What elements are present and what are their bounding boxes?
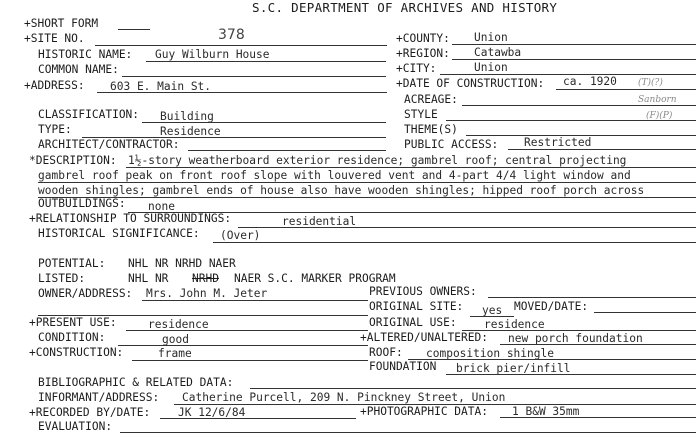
- photographic-label: +PHOTOGRAPHIC DATA:: [360, 405, 488, 418]
- potential-label: POTENTIAL:: [38, 257, 106, 270]
- original-site-label: ORIGINAL SITE:: [369, 300, 464, 313]
- original-use-label: ORIGINAL USE:: [369, 316, 457, 329]
- architect-label: ARCHITECT/CONTRACTOR:: [38, 138, 180, 151]
- short-form-label: +SHORT FORM: [24, 17, 99, 30]
- previous-owners-line: [488, 297, 696, 298]
- description-line-1: 1½-story weatherboard exterior residence; gambrel roof; central projecting: [128, 154, 627, 167]
- public-access-line: [508, 149, 696, 150]
- condition-label: CONDITION:: [38, 331, 106, 344]
- recorded-by-value: JK 12/6/84: [178, 406, 246, 419]
- significance-label: HISTORICAL SIGNIFICANCE:: [38, 227, 200, 240]
- description-line-2: gambrel roof peak on front roof slope with louvered vent and 4-part 4/4 light window and: [38, 169, 631, 182]
- type-value: Residence: [160, 125, 221, 138]
- public-access-label: PUBLIC ACCESS:: [404, 138, 499, 151]
- foundation-line: [446, 374, 696, 375]
- construction-value: frame: [158, 347, 192, 360]
- present-use-value: residence: [148, 318, 209, 331]
- region-value: Catawba: [474, 46, 522, 59]
- site-no-label: +SITE NO.: [24, 32, 85, 45]
- foundation-value: brick pier/infill: [456, 362, 571, 375]
- owner-address-value: Mrs. John M. Jeter: [146, 287, 268, 300]
- original-use-line: [462, 330, 696, 331]
- altered-label: +ALTERED/UNALTERED:: [360, 331, 488, 344]
- public-access-value: Restricted: [524, 136, 592, 149]
- date-construction-value: ca. 1920: [563, 75, 617, 88]
- description-rule-2: [38, 182, 696, 183]
- region-line: [452, 59, 696, 60]
- description-label: *DESCRIPTION:: [29, 154, 117, 167]
- bibliographic-label: BIBLIOGRAPHIC & RELATED DATA:: [38, 376, 234, 389]
- date-construction-line: [556, 89, 696, 90]
- significance-value: (Over): [220, 229, 261, 242]
- moved-date-label: MOVED/DATE:: [514, 300, 589, 313]
- owner-address-line: [142, 300, 368, 301]
- acreage-line: [462, 105, 696, 106]
- condition-value: good: [162, 333, 189, 346]
- potential-options: NHL NR NRHD NAER: [128, 257, 236, 270]
- photographic-value: 1 B&W 35mm: [512, 405, 580, 418]
- condition-line: [118, 345, 368, 346]
- altered-line: [500, 344, 696, 345]
- short-form-line: [118, 29, 150, 30]
- relationship-value: residential: [282, 215, 357, 228]
- recorded-by-line: [160, 418, 356, 419]
- significance-line: [213, 242, 696, 243]
- listed-label: LISTED:: [38, 272, 86, 285]
- relationship-line: [238, 227, 696, 228]
- county-label: +COUNTY:: [396, 32, 450, 45]
- informant-value: Catherine Purcell, 209 N. Pinckney Street, Union: [182, 391, 506, 404]
- style-line: [446, 120, 696, 121]
- historic-name-line: [146, 61, 386, 62]
- evaluation-line: [120, 432, 696, 433]
- bibliographic-line: [250, 388, 696, 389]
- original-site-value: yes: [482, 304, 503, 317]
- classification-label: CLASSIFICATION:: [38, 108, 140, 121]
- original-use-value: residence: [484, 318, 545, 331]
- description-line-3: wooden shingles; gambrel ends of house also have wooden shingles; hipped roof porch across: [38, 184, 645, 197]
- present-use-label: +PRESENT USE:: [29, 316, 117, 329]
- altered-value: new porch foundation: [508, 332, 643, 345]
- listed-nrhd-struck: NRHD: [192, 272, 219, 285]
- foundation-label: FOUNDATION: [369, 360, 437, 373]
- photographic-line: [500, 417, 696, 418]
- description-rule-3: [38, 197, 696, 198]
- historic-name-label: HISTORIC NAME:: [38, 48, 133, 61]
- original-site-line: [470, 316, 514, 317]
- architect-line: [188, 150, 386, 151]
- informant-label: INFORMANT/ADDRESS:: [38, 391, 160, 404]
- outbuildings-label: OUTBUILDINGS:: [38, 197, 126, 210]
- relationship-label: +RELATIONSHIP TO SURROUNDINGS:: [29, 212, 232, 225]
- common-name-line: [122, 76, 386, 77]
- city-label: +CITY:: [396, 62, 437, 75]
- outbuildings-value: none: [148, 200, 175, 213]
- listed-options-b: NAER S.C. MARKER PROGRAM: [234, 272, 396, 285]
- previous-owners-label: PREVIOUS OWNERS:: [369, 285, 477, 298]
- county-line: [452, 44, 696, 45]
- common-name-label: COMMON NAME:: [38, 63, 119, 76]
- city-value: Union: [474, 61, 508, 74]
- site-no-value: 378: [218, 27, 245, 43]
- acreage-label: ACREAGE:: [404, 93, 458, 106]
- moved-date-line: [594, 312, 696, 313]
- theme-label: THEME(S): [404, 123, 458, 136]
- county-value: Union: [474, 31, 508, 44]
- description-rule-1: [126, 167, 696, 168]
- construction-line: [132, 360, 368, 361]
- construction-label: +CONSTRUCTION:: [29, 346, 124, 359]
- evaluation-label: EVALUATION:: [38, 420, 113, 433]
- owner-address-label: OWNER/ADDRESS:: [38, 287, 133, 300]
- acreage-note: Sanborn: [638, 95, 677, 105]
- date-construction-label: +DATE OF CONSTRUCTION:: [396, 77, 545, 90]
- roof-line: [408, 359, 696, 360]
- classification-line: [142, 122, 386, 123]
- region-label: +REGION:: [396, 47, 450, 60]
- listed-options-a: NHL NR: [128, 272, 169, 285]
- address-value: 603 E. Main St.: [110, 80, 212, 93]
- type-label: TYPE:: [38, 123, 72, 136]
- roof-value: composition shingle: [426, 347, 554, 360]
- recorded-by-label: +RECORDED BY/DATE:: [29, 406, 151, 419]
- style-label: STYLE: [404, 108, 438, 121]
- historic-name-value: Guy Wilburn House: [155, 48, 270, 61]
- site-no-line: [95, 45, 387, 46]
- style-note: (F)(P): [646, 111, 673, 121]
- classification-value: Building: [160, 110, 214, 123]
- roof-label: ROOF:: [369, 346, 403, 359]
- address-label: +ADDRESS:: [24, 79, 85, 92]
- address-line: [97, 92, 387, 93]
- present-use-line: [126, 330, 368, 331]
- date-construction-note: (T)(?): [638, 78, 663, 88]
- form-header: S.C. DEPARTMENT OF ARCHIVES AND HISTORY: [252, 0, 558, 15]
